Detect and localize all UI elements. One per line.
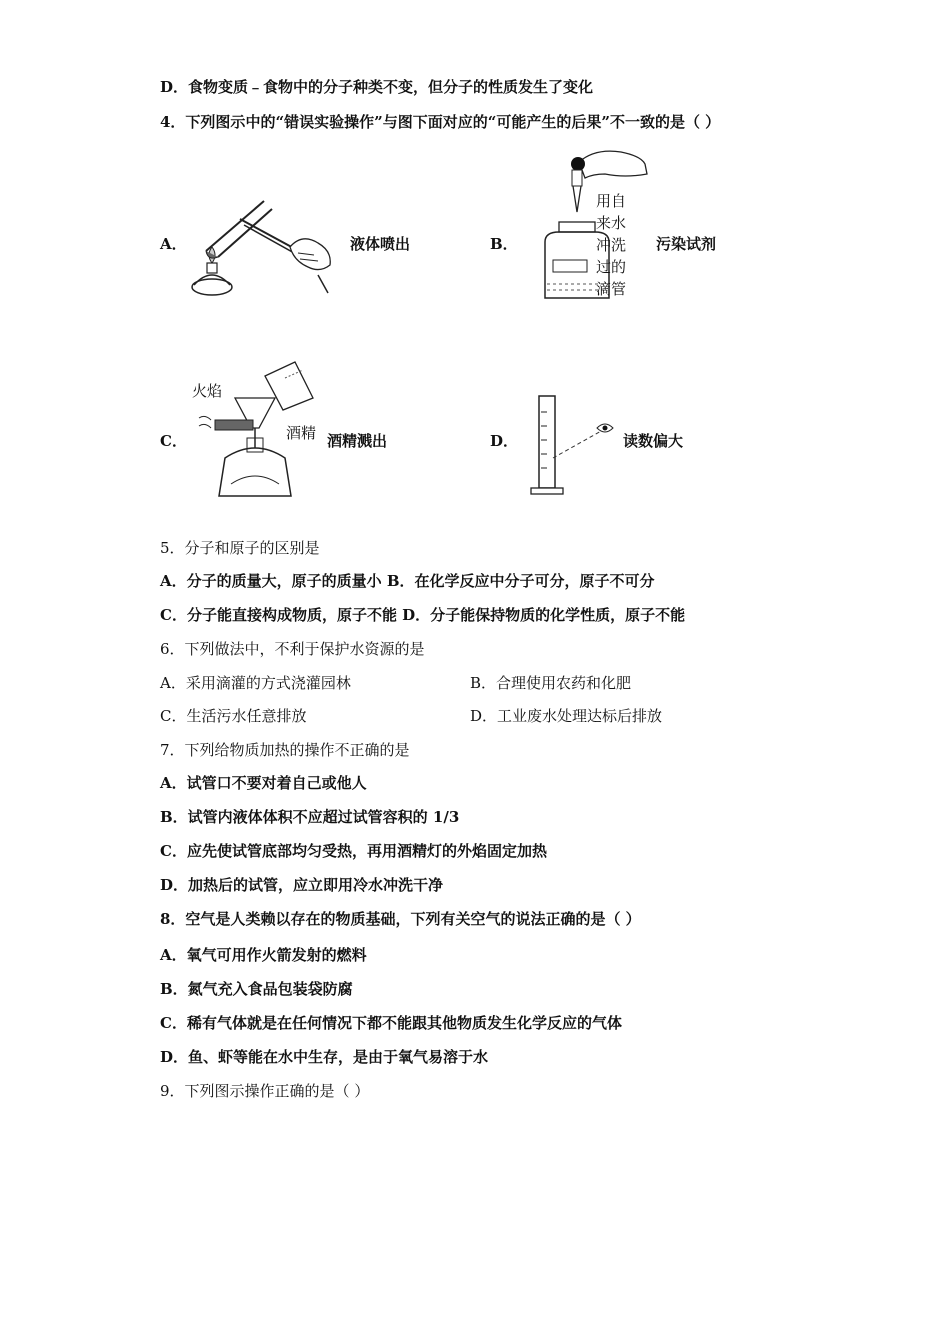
q4-option-a-label: A． xyxy=(160,235,187,253)
figure-label-alcohol: 酒精 xyxy=(286,424,317,442)
q6-option-c: C．生活污水任意排放 xyxy=(160,707,307,725)
q9-stem: 9．下列图示操作正确的是（ ） xyxy=(160,1082,370,1100)
q5-options-row-1: A．分子的质量大，原子的质量小 B．在化学反应中分子可分，原子不可分 xyxy=(160,572,655,590)
q7-stem: 7．下列给物质加热的操作不正确的是 xyxy=(160,741,410,759)
q6-option-d: D．工业废水处理达标后排放 xyxy=(470,707,663,725)
dropper-bottle-figure xyxy=(535,148,655,307)
q7-option-b: B．试管内液体体积不应超过试管容积的 1/3 xyxy=(160,808,460,826)
test-tube-heating-figure xyxy=(190,195,340,309)
dropper-figure-text: 用自 来水 冲洗 过的 滴管 xyxy=(596,192,627,298)
figure-label-flame: 火焰 xyxy=(192,382,223,400)
q4-stem: 4．下列图示中的“错误实验操作”与图下面对应的“可能产生的后果”不一致的是（ ） xyxy=(160,113,721,131)
q4-option-b-label: B． xyxy=(490,235,518,253)
q5-stem: 5．分子和原子的区别是 xyxy=(160,539,320,557)
q7-option-c: C．应先使试管底部均匀受热，再用酒精灯的外焰固定加热 xyxy=(160,842,547,860)
q8-stem: 8．空气是人类赖以存在的物质基础，下列有关空气的说法正确的是（ ） xyxy=(160,910,641,928)
q8-option-b: B．氮气充入食品包装袋防腐 xyxy=(160,980,353,998)
q6-option-a: A．采用滴灌的方式浇灌园林 xyxy=(160,674,351,692)
q7-option-d: D．加热后的试管，应立即用冷水冲洗干净 xyxy=(160,876,444,894)
q4-option-d-label: D． xyxy=(490,432,519,450)
q4-option-d-caption: 读数偏大 xyxy=(623,432,684,450)
q8-option-d: D．鱼、虾等能在水中生存，是由于氧气易溶于水 xyxy=(160,1048,489,1066)
q8-option-a: A．氧气可用作火箭发射的燃料 xyxy=(160,946,367,964)
q4-option-c-label: C． xyxy=(160,432,187,450)
q6-stem: 6．下列做法中，不利于保护水资源的是 xyxy=(160,640,425,658)
q4-option-b-caption: 污染试剂 xyxy=(656,235,717,253)
q3-option-d: D．食物变质﹣食物中的分子种类不变，但分子的性质发生了变化 xyxy=(160,78,594,96)
q7-option-a: A．试管口不要对着自己或他人 xyxy=(160,774,367,792)
q4-option-c-caption: 酒精溅出 xyxy=(327,432,388,450)
q5-options-row-2: C．分子能直接构成物质，原子不能 D．分子能保持物质的化学性质，原子不能 xyxy=(160,606,686,624)
q6-option-b: B．合理使用农药和化肥 xyxy=(470,674,632,692)
q4-option-a-caption: 液体喷出 xyxy=(350,235,411,253)
graduated-cylinder-figure xyxy=(525,392,620,506)
q8-option-c: C．稀有气体就是在任何情况下都不能跟其他物质发生化学反应的气体 xyxy=(160,1014,622,1032)
